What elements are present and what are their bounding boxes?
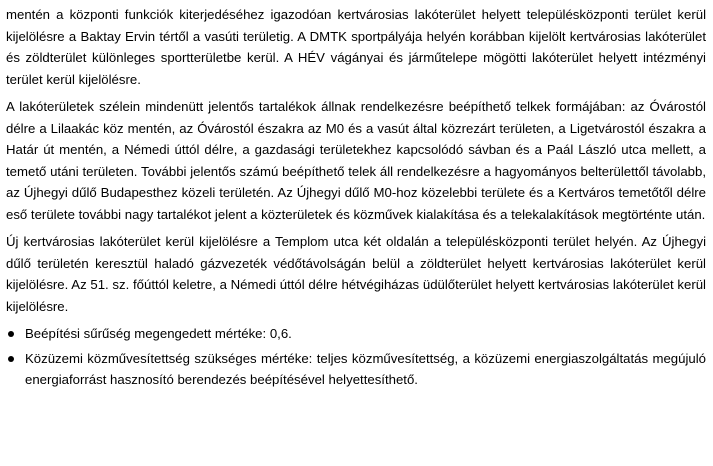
bullet-icon	[8, 356, 14, 362]
paragraph-central-functions: mentén a központi funkciók kiterjedéséhez igazodóan kertvárosias lakóterület helyett településközponti terület kerül kijelölésre a Baktay Ervin tértől a vasúti területig. A DMTK sportpályája helyén korábban kijelölt kertvárosias lakóterület és zöldterület különleges sportterületbe kerül. A HÉV vágányai és járműtelepe mögötti lakóterület helyett intézményi terület kerül kijelölésre.	[6, 7, 706, 87]
paragraph-residential-reserves: A lakóterületek szélein mindenütt jelentős tartalékok állnak rendelkezésre beépíthető telkek formájában: az Óvárostól délre a Lilaakác köz mentén, az Óvárostól északra az M0 és a vasút által közrezárt területen, a Ligetvárostól északra a Határ út mentén, a Némedi úttól délre, a gazdasági területekhez kapcsolódó sávban és a Paál László utca mellett, a temető utáni területen. További jelentős számú beépíthető telek áll rendelkezésre a hagyományos belterülettől távolabb, az Újhegyi dűlő Budapesthez közeli területén. Az Újhegyi dűlő M0-hoz közelebbi területe és a Kertváros temetőtől délre eső területe további nagy tartalékot jelent a közterületek és közművek kialakítása és a telekalakítások megtörténte után.	[6, 99, 706, 222]
bullet-text-density: Beépítési sűrűség megengedett mértéke: 0,6.	[25, 326, 292, 341]
bullet-list	[6, 323, 706, 391]
paragraph-new-residential-areas: Új kertvárosias lakóterület kerül kijelölésre a Templom utca két oldalán a településközponti terület helyén. Az Újhegyi dűlő területén keresztül haladó gázvezeték védőtávolságán belül a zöldterület helyett kertvárosias lakóterület kerül kijelölésre. Az 51. sz. főúttól keletre, a Némedi úttól délre hétvégiházas üdülőterület helyett kertvárosias lakóterület kerül kijelölésre.	[6, 234, 706, 314]
list-item	[6, 348, 706, 391]
bullet-icon	[8, 331, 14, 337]
bullet-text-utilities: Közüzemi közművesítettség szükséges mértéke: teljes közművesítettség, a közüzemi energiaszolgáltatás megújuló energiaforrást hasznosító berendezés beépítésével helyettesíthető.	[25, 350, 706, 387]
list-item	[6, 323, 706, 345]
